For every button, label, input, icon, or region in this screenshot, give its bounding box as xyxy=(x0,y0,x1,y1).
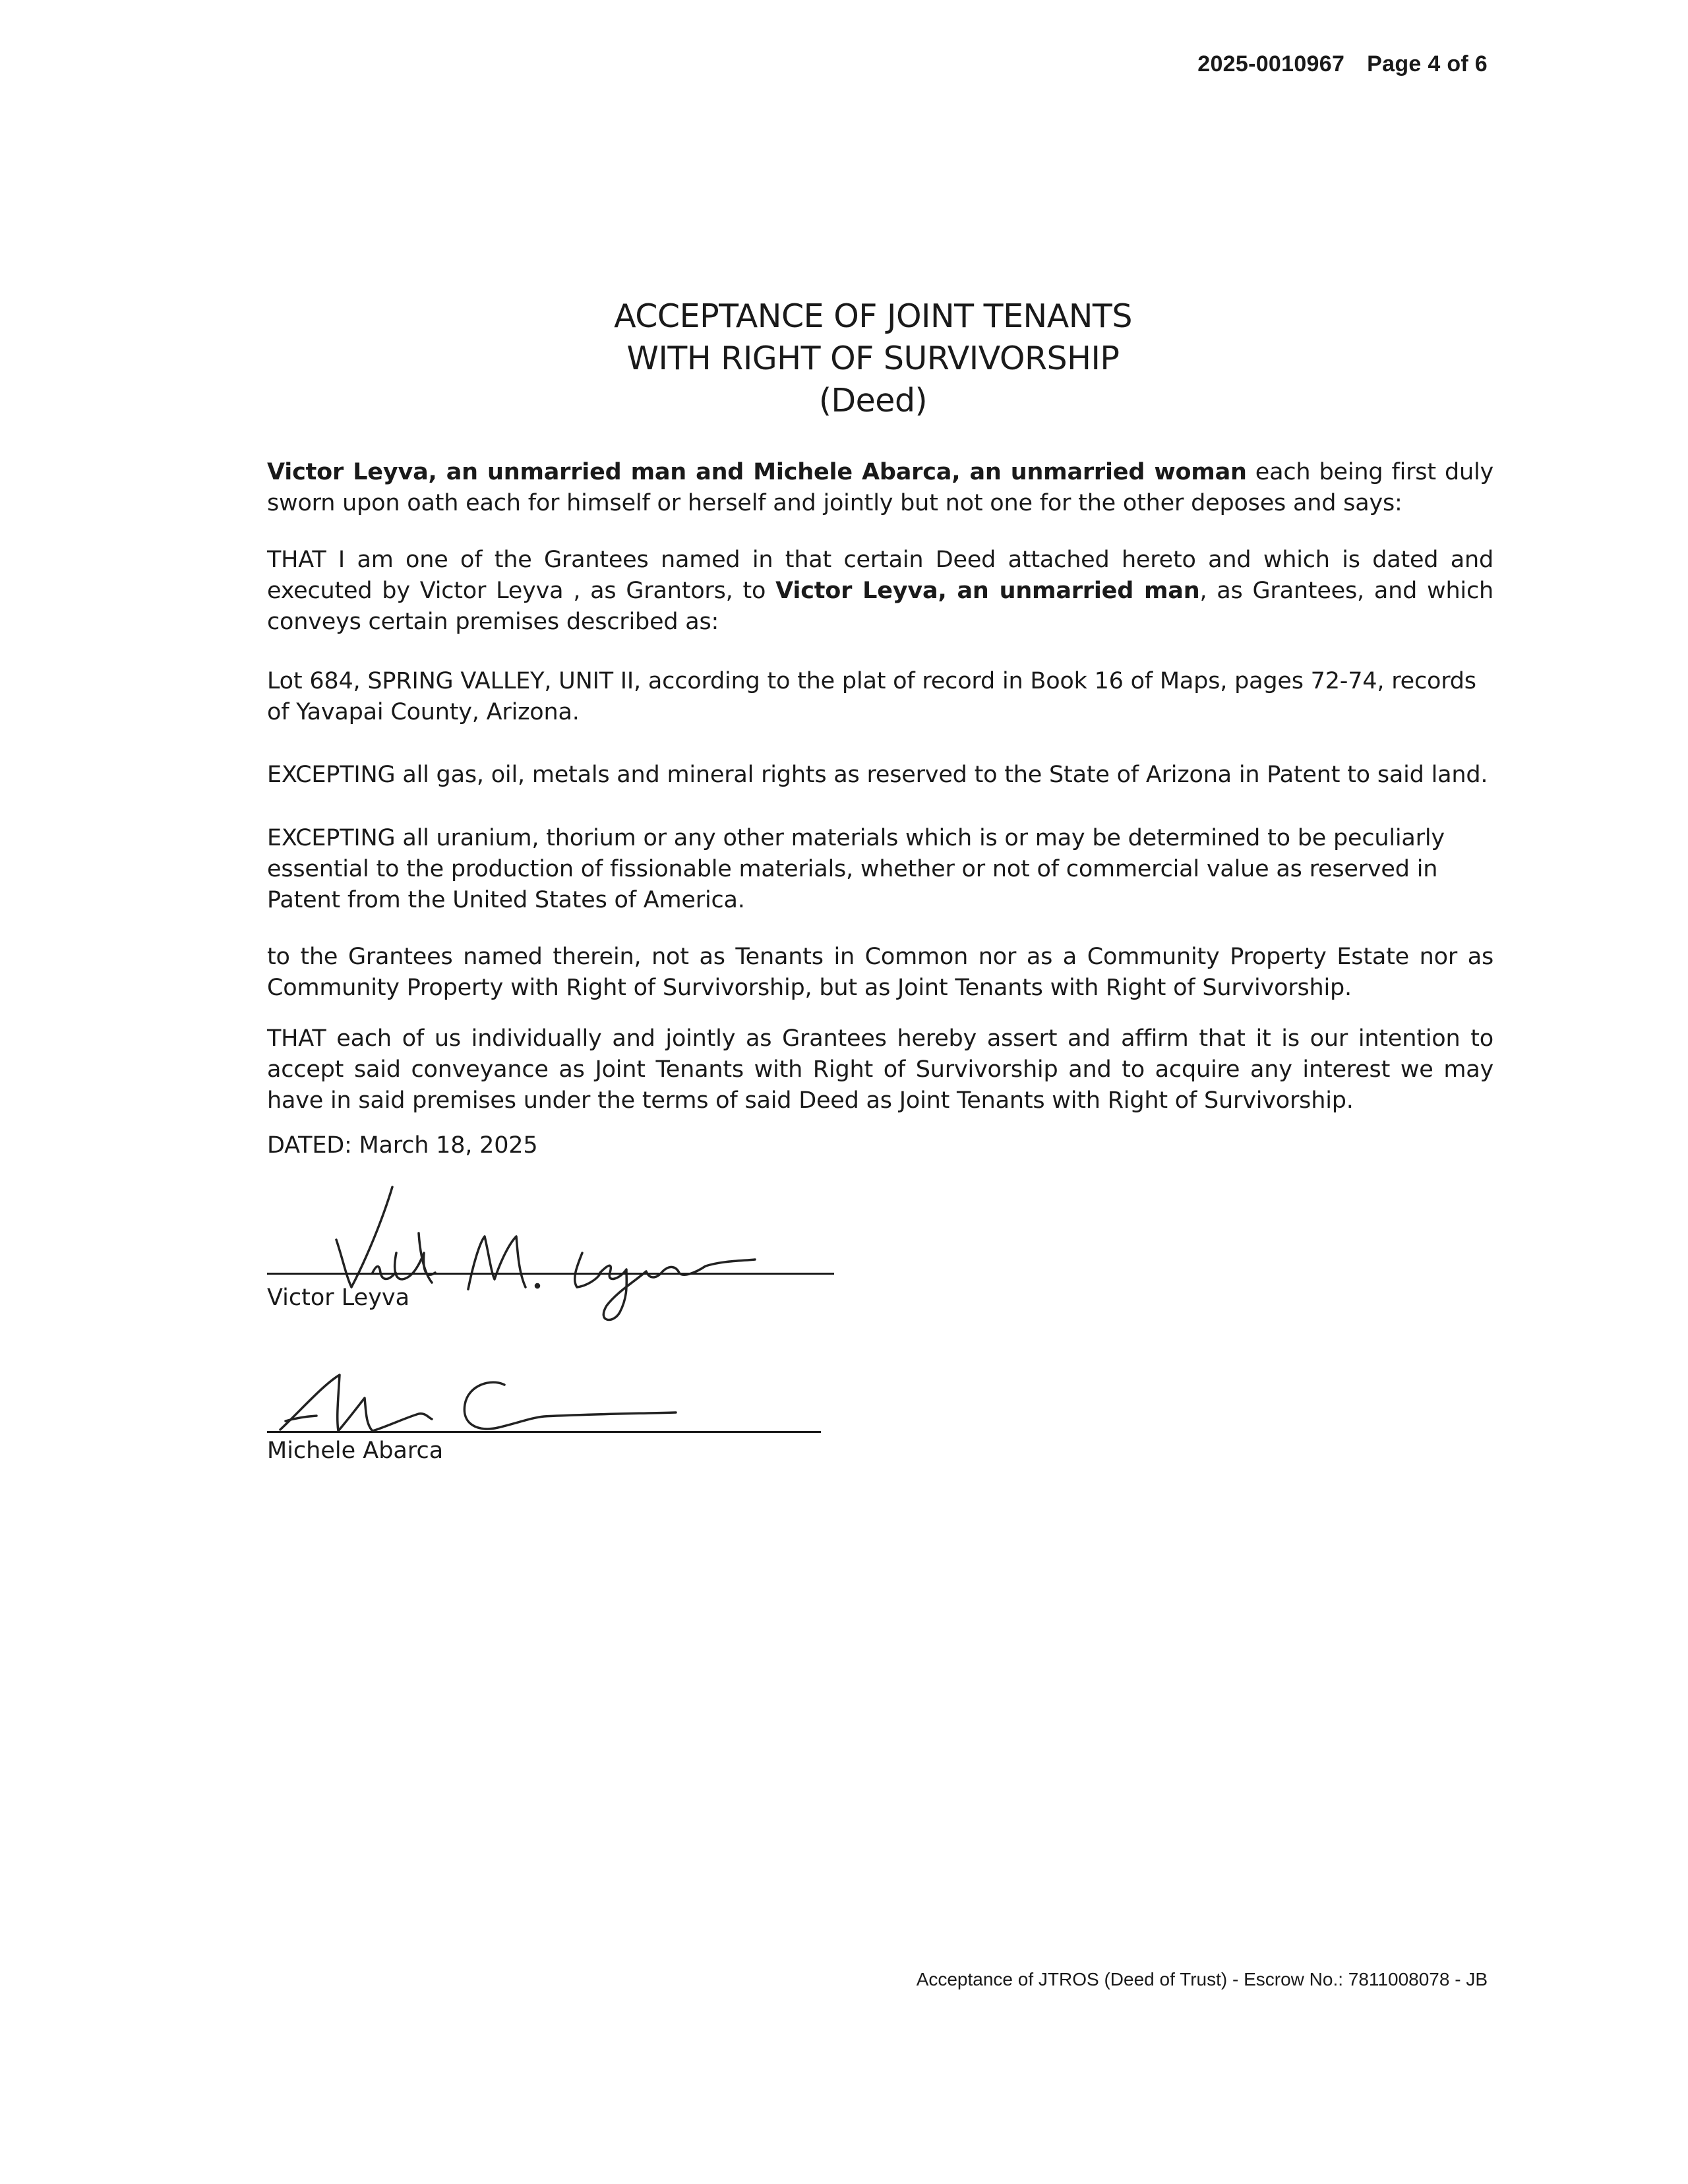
legal-description: Lot 684, SPRING VALLEY, UNIT II, according to the plat of record in Book 16 of Maps, pages 72-74, records of Yavapai County, Arizona. xyxy=(267,668,1476,725)
paragraph-exception-1 xyxy=(267,760,1493,791)
signer-name-victor: Victor Leyva xyxy=(267,1285,410,1311)
affiants-names: Victor Leyva, an unmarried man and Michele Abarca, an unmarried woman xyxy=(267,459,1247,485)
affiants-oath-text: each being first duly sworn upon oath each for himself or herself and jointly but not one for the other deposes and says: xyxy=(267,459,1493,516)
affirmation-statement: THAT each of us individually and jointly as Grantees hereby assert and affirm that it is our intention to accept said conveyance as Joint Tenants with Right of Survivorship and to acquire any interest we may have in said premises under the terms of said Deed as Joint Tenants with Right of Survivorship. xyxy=(267,1025,1493,1114)
paragraph-grantees xyxy=(267,545,1493,638)
document-footer: Acceptance of JTROS (Deed of Trust) - Escrow No.: 7811008078 - JB xyxy=(916,1969,1488,1989)
paragraph-tenancy xyxy=(267,942,1493,1004)
page-indicator: Page 4 of 6 xyxy=(1367,51,1488,76)
paragraph-exception-2 xyxy=(267,823,1493,916)
title-line-2: WITH RIGHT OF SURVIVORSHIP xyxy=(626,340,1120,377)
exception-uranium: EXCEPTING all uranium, thorium or any other materials which is or may be determined to be peculiarly essential to the production of fissionable materials, whether or not of commercial value as reserved in Patent from the United States of America. xyxy=(267,825,1445,913)
title-line-3: (Deed) xyxy=(818,382,928,419)
signature-line-1 xyxy=(267,1273,834,1275)
paragraph-affiants xyxy=(267,457,1493,519)
title-line-1: ACCEPTANCE OF JOINT TENANTS xyxy=(614,297,1132,335)
paragraph-affirmation xyxy=(267,1023,1493,1116)
signer-name-michele: Michele Abarca xyxy=(267,1438,444,1464)
grantees-text-a: THAT I am one of the Grantees named in that certain Deed attached hereto and which is dated and executed by Victor Leyva , as Grantors, to xyxy=(267,547,1493,604)
grantee-name: Victor Leyva, an unmarried man xyxy=(775,578,1200,604)
document-header xyxy=(1197,51,1488,77)
exception-mineral-rights: EXCEPTING all gas, oil, metals and mineral rights as reserved to the State of Arizona in Patent to said land. xyxy=(267,762,1488,788)
date-line xyxy=(267,1130,1493,1161)
document-title xyxy=(0,295,1688,422)
document-number: 2025-0010967 xyxy=(1197,51,1345,76)
dated-text: DATED: March 18, 2025 xyxy=(267,1132,538,1159)
grantees-text-b: , as Grantees, and which conveys certain premises described as: xyxy=(267,578,1493,635)
signature-line-2 xyxy=(267,1431,821,1433)
handwritten-signature-2 xyxy=(267,1358,795,1451)
tenancy-statement: to the Grantees named therein, not as Tenants in Common nor as a Community Property Estate nor as Community Property with Right of Survivorship, but as Joint Tenants with Right of Survivorship. xyxy=(267,944,1493,1001)
paragraph-legal-description xyxy=(267,666,1493,728)
